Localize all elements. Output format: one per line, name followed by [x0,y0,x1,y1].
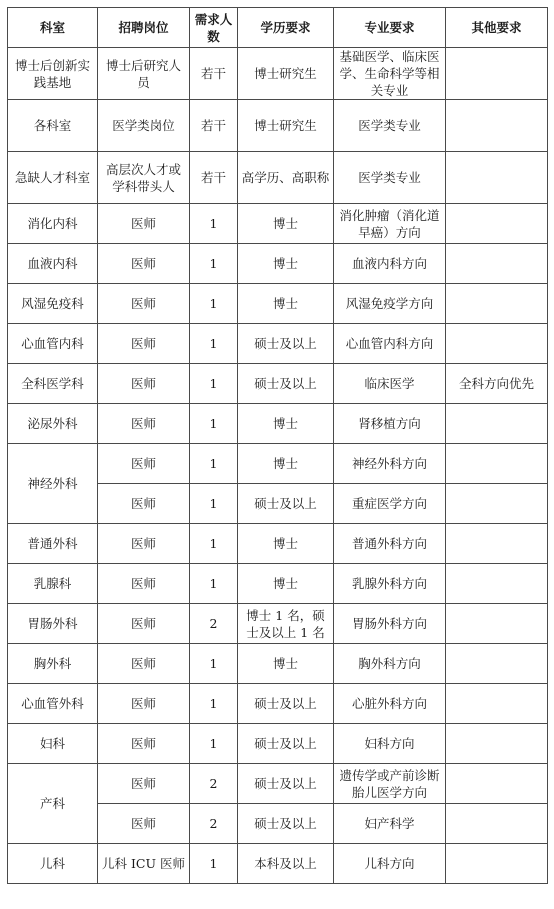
cell-other [446,484,548,524]
cell-major: 乳腺外科方向 [334,564,446,604]
cell-major: 普通外科方向 [334,524,446,564]
cell-major: 胃肠外科方向 [334,604,446,644]
table-row [8,524,548,564]
cell-education: 博士 [238,284,334,324]
cell-other [446,324,548,364]
cell-other [446,644,548,684]
table-header-row [8,8,548,48]
header-count: 需求人数 [190,8,238,48]
cell-other [446,524,548,564]
cell-count: 1 [190,644,238,684]
cell-other [446,764,548,804]
cell-count: 若干 [190,152,238,204]
table-row [8,644,548,684]
cell-major: 临床医学 [334,364,446,404]
cell-count: 若干 [190,100,238,152]
cell-major: 血液内科方向 [334,244,446,284]
cell-education: 博士 [238,404,334,444]
table-row [8,244,548,284]
cell-major: 肾移植方向 [334,404,446,444]
cell-position: 医师 [98,564,190,604]
cell-other [446,804,548,844]
cell-major: 儿科方向 [334,844,446,884]
cell-count: 1 [190,284,238,324]
cell-education: 博士 [238,524,334,564]
cell-position: 医师 [98,484,190,524]
cell-count: 1 [190,444,238,484]
table-row [8,564,548,604]
header-major: 专业要求 [334,8,446,48]
cell-other [446,404,548,444]
table-row [8,604,548,644]
cell-other [446,444,548,484]
cell-other [446,204,548,244]
cell-department: 心血管内科 [8,324,98,364]
cell-position: 医师 [98,284,190,324]
cell-department: 神经外科 [8,444,98,524]
cell-department: 泌尿外科 [8,404,98,444]
table-row [8,48,548,100]
cell-education: 博士 [238,564,334,604]
table-row [8,284,548,324]
cell-major: 风湿免疫学方向 [334,284,446,324]
table-row [8,844,548,884]
cell-education: 博士 [238,204,334,244]
cell-count: 2 [190,804,238,844]
cell-other: 全科方向优先 [446,364,548,404]
cell-education: 博士 [238,244,334,284]
cell-department: 乳腺科 [8,564,98,604]
cell-other [446,48,548,100]
cell-count: 2 [190,764,238,804]
header-position: 招聘岗位 [98,8,190,48]
cell-major: 医学类专业 [334,100,446,152]
cell-count: 1 [190,724,238,764]
table-row [8,404,548,444]
cell-education: 硕士及以上 [238,684,334,724]
cell-department: 急缺人才科室 [8,152,98,204]
cell-count: 1 [190,564,238,604]
table-row [8,724,548,764]
cell-position: 医师 [98,724,190,764]
cell-major: 医学类专业 [334,152,446,204]
table-row [8,152,548,204]
cell-count: 1 [190,684,238,724]
cell-position: 儿科 ICU 医师 [98,844,190,884]
cell-position: 医师 [98,324,190,364]
cell-other [446,564,548,604]
cell-department: 普通外科 [8,524,98,564]
table-row [8,100,548,152]
cell-education: 硕士及以上 [238,324,334,364]
cell-count: 1 [190,404,238,444]
cell-count: 1 [190,844,238,884]
cell-education: 高学历、高职称 [238,152,334,204]
header-department: 科室 [8,8,98,48]
table-row [8,204,548,244]
cell-other [446,284,548,324]
cell-position: 医师 [98,444,190,484]
cell-department: 消化内科 [8,204,98,244]
cell-major: 消化肿瘤（消化道早癌）方向 [334,204,446,244]
cell-department: 妇科 [8,724,98,764]
cell-count: 1 [190,524,238,564]
table-row [8,764,548,804]
cell-major: 心血管内科方向 [334,324,446,364]
cell-position: 医师 [98,244,190,284]
cell-major: 胸外科方向 [334,644,446,684]
cell-count: 2 [190,604,238,644]
cell-department: 心血管外科 [8,684,98,724]
recruitment-table [7,7,548,884]
cell-position: 医师 [98,404,190,444]
cell-department: 胸外科 [8,644,98,684]
cell-other [446,724,548,764]
cell-position: 博士后研究人员 [98,48,190,100]
cell-position: 医师 [98,204,190,244]
recruitment-table-container [7,7,547,884]
cell-major: 遗传学或产前诊断胎儿医学方向 [334,764,446,804]
cell-department: 儿科 [8,844,98,884]
cell-department: 博士后创新实践基地 [8,48,98,100]
cell-education: 博士 [238,444,334,484]
cell-major: 基础医学、临床医学、生命科学等相关专业 [334,48,446,100]
table-row [8,324,548,364]
cell-other [446,152,548,204]
cell-education: 硕士及以上 [238,804,334,844]
cell-department: 风湿免疫科 [8,284,98,324]
cell-department: 全科医学科 [8,364,98,404]
cell-education: 博士 1 名，硕士及以上 1 名 [238,604,334,644]
cell-position: 医师 [98,644,190,684]
cell-education: 硕士及以上 [238,484,334,524]
cell-position: 高层次人才或学科带头人 [98,152,190,204]
cell-count: 1 [190,244,238,284]
cell-other [446,844,548,884]
cell-department: 产科 [8,764,98,844]
cell-major: 妇科方向 [334,724,446,764]
cell-department: 血液内科 [8,244,98,284]
cell-education: 硕士及以上 [238,764,334,804]
cell-position: 医师 [98,524,190,564]
cell-other [446,684,548,724]
table-row [8,444,548,484]
cell-position: 医学类岗位 [98,100,190,152]
cell-education: 硕士及以上 [238,724,334,764]
cell-department: 各科室 [8,100,98,152]
cell-education: 博士 [238,644,334,684]
cell-education: 博士研究生 [238,100,334,152]
cell-position: 医师 [98,684,190,724]
cell-position: 医师 [98,604,190,644]
cell-count: 1 [190,364,238,404]
cell-education: 硕士及以上 [238,364,334,404]
header-education: 学历要求 [238,8,334,48]
cell-count: 若干 [190,48,238,100]
cell-count: 1 [190,324,238,364]
table-row [8,684,548,724]
table-row [8,364,548,404]
cell-major: 妇产科学 [334,804,446,844]
cell-other [446,100,548,152]
cell-major: 心脏外科方向 [334,684,446,724]
cell-count: 1 [190,204,238,244]
header-other: 其他要求 [446,8,548,48]
cell-position: 医师 [98,364,190,404]
cell-major: 重症医学方向 [334,484,446,524]
cell-position: 医师 [98,764,190,804]
cell-other [446,244,548,284]
cell-department: 胃肠外科 [8,604,98,644]
cell-major: 神经外科方向 [334,444,446,484]
cell-education: 本科及以上 [238,844,334,884]
cell-count: 1 [190,484,238,524]
cell-other [446,604,548,644]
cell-education: 博士研究生 [238,48,334,100]
cell-position: 医师 [98,804,190,844]
